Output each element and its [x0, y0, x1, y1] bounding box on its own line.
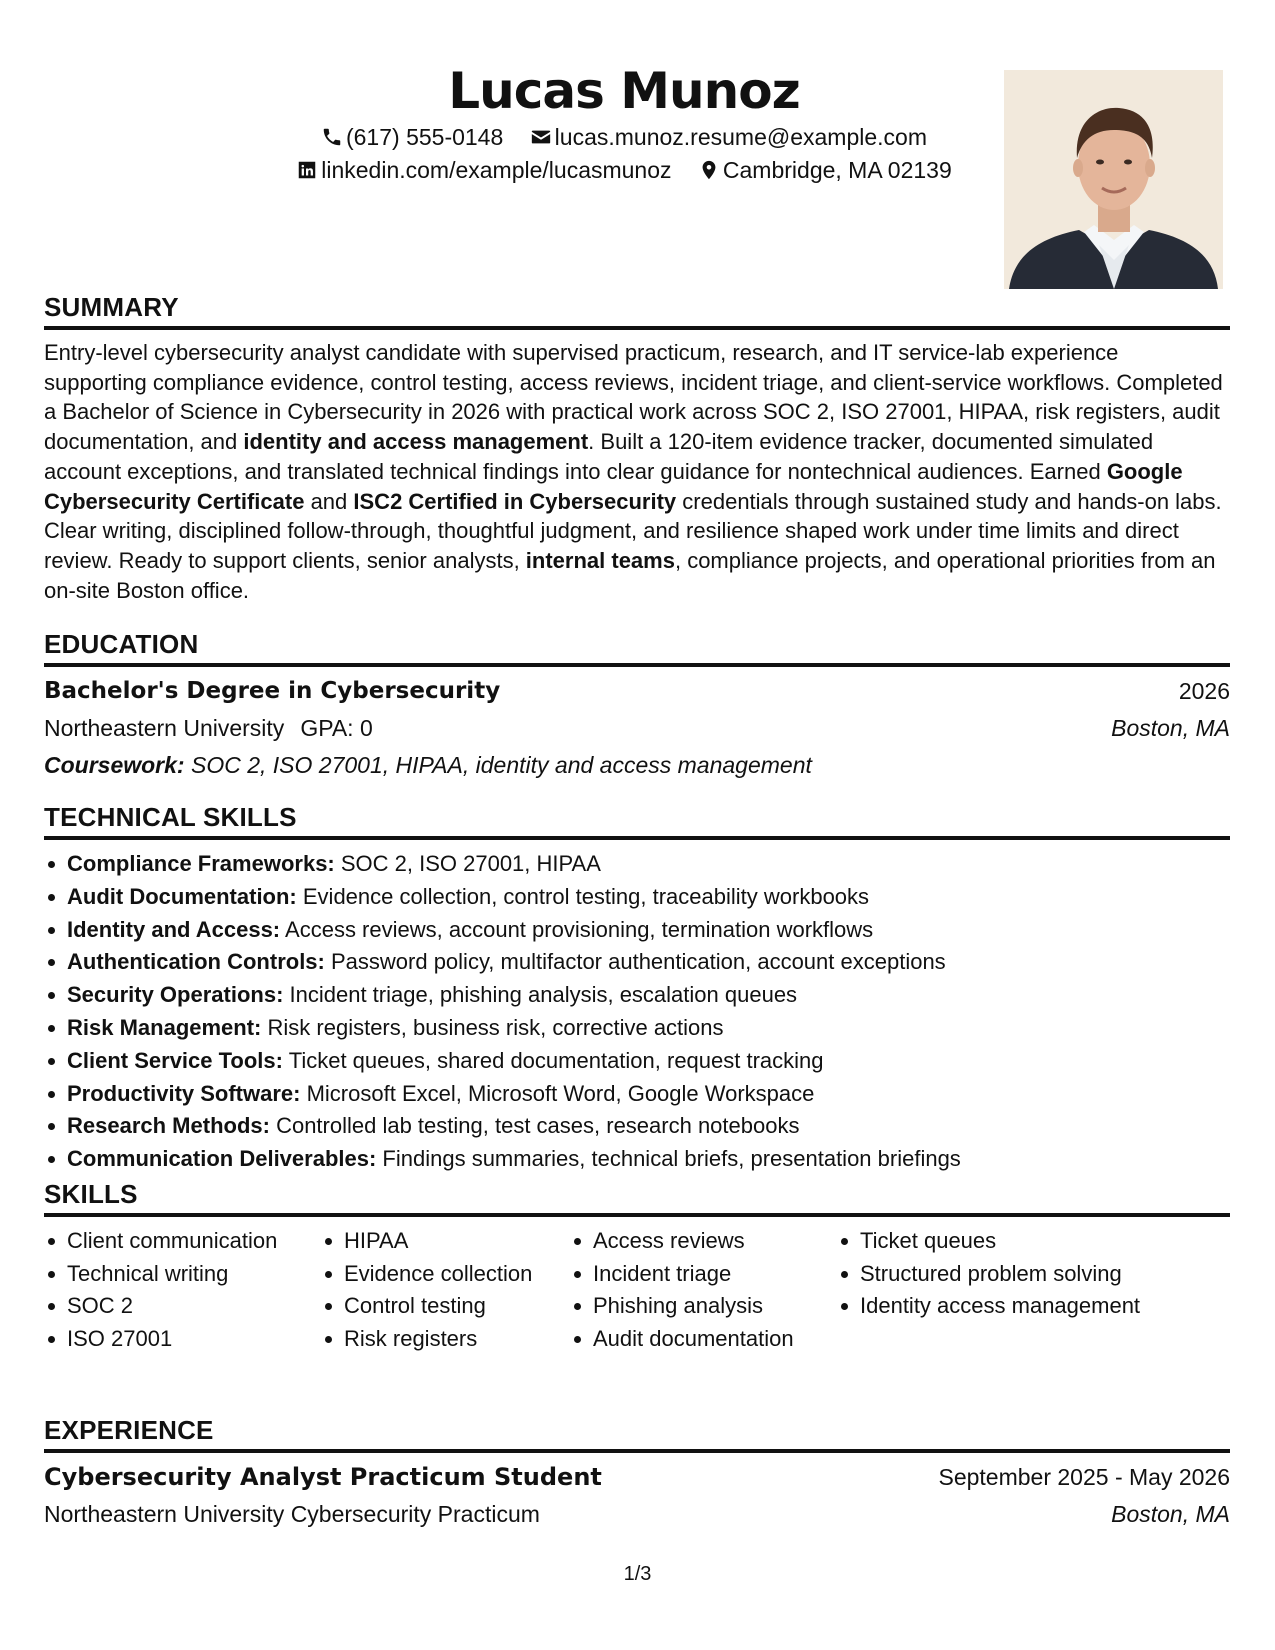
experience-section — [44, 1413, 1230, 1533]
org-row — [44, 1496, 1230, 1533]
skill-item: Client communication — [44, 1225, 277, 1258]
job-location: Boston, MA — [1111, 1501, 1230, 1527]
portrait-illustration — [1004, 70, 1223, 289]
envelope-icon — [530, 126, 552, 148]
skills-column — [837, 1225, 1140, 1323]
summary-heading: SUMMARY — [44, 290, 1230, 330]
school-location: Boston, MA — [1111, 715, 1230, 741]
map-pin-icon — [698, 159, 720, 181]
tech-skill-item: Compliance Frameworks: SOC 2, ISO 27001, HIPAA — [44, 848, 1230, 881]
skill-item: Evidence collection — [321, 1258, 532, 1291]
profile-photo — [1004, 70, 1223, 289]
degree-year: 2026 — [1178, 678, 1230, 704]
tech-skill-item: Identity and Access: Access reviews, account provisioning, termination workflows — [44, 914, 1230, 947]
skill-item: Technical writing — [44, 1258, 277, 1291]
job-organization: Northeastern University Cybersecurity Practicum — [44, 1501, 540, 1527]
job-dates: September 2025 - May 2026 — [938, 1464, 1230, 1490]
skills-heading: SKILLS — [44, 1177, 1230, 1217]
degree-title: Bachelor's Degree in Cybersecurity — [44, 678, 501, 704]
skill-item: Phishing analysis — [570, 1290, 794, 1323]
coursework-list: SOC 2, ISO 27001, HIPAA, identity and access management — [184, 752, 812, 778]
job-row — [44, 1459, 1230, 1496]
tech-skill-item: Research Methods: Controlled lab testing, test cases, research notebooks — [44, 1110, 1230, 1143]
contact-linkedin[interactable] — [296, 155, 671, 185]
tech-skill-item: Risk Management: Risk registers, business risk, corrective actions — [44, 1012, 1230, 1045]
tech-skill-item: Client Service Tools: Ticket queues, shared documentation, request tracking — [44, 1045, 1230, 1078]
coursework-label: Coursework: — [44, 752, 185, 778]
contact-email[interactable] — [530, 122, 927, 152]
coursework — [44, 747, 812, 784]
summary-section — [44, 290, 1230, 605]
tech-skill-item: Communication Deliverables: Findings summaries, technical briefs, presentation briefings — [44, 1143, 1230, 1176]
technical-skills-section — [44, 800, 1230, 1176]
skill-item: Identity access management — [837, 1290, 1140, 1323]
linkedin-icon — [296, 159, 318, 181]
phone-icon — [321, 126, 343, 148]
contact-phone — [321, 122, 503, 152]
location-text: Cambridge, MA 02139 — [722, 157, 952, 183]
coursework-row — [44, 747, 1230, 784]
school-name: Northeastern University — [44, 715, 285, 741]
gpa: GPA: 0 — [300, 715, 373, 741]
tech-skill-item: Audit Documentation: Evidence collection, control testing, traceability workbooks — [44, 881, 1230, 914]
skills-column — [321, 1225, 532, 1355]
skill-item: Ticket queues — [837, 1225, 1140, 1258]
skills-section — [44, 1177, 1230, 1355]
skill-item: Structured problem solving — [837, 1258, 1140, 1291]
skill-item: SOC 2 — [44, 1290, 277, 1323]
education-heading: EDUCATION — [44, 627, 1230, 667]
page-number: 1/3 — [623, 1563, 652, 1585]
skill-item: ISO 27001 — [44, 1323, 277, 1356]
skills-column — [44, 1225, 277, 1355]
phone-text: (617) 555-0148 — [345, 124, 504, 150]
summary-paragraph: Entry-level cybersecurity analyst candidate with supervised practicum, research, and IT service-lab experience supporting compliance evidence, control testing, access reviews, incident triage, and client-service workflows. Completed a Bachelor of Science in Cybersecurity in 2026 with practical work across SOC 2, ISO 27001, HIPAA, risk registers, audit documentation, and identity and access management. Built a 120-item evidence tracker, documented simulated account exceptions, and translated technical findings into clear guidance for nontechnical audiences. Earned Google Cybersecurity Certificate and ISC2 Certified in Cybersecurity credentials through sustained study and hands-on labs. Clear writing, disciplined follow-through, thoughtful judgment, and resilience shaped work under time limits and direct review. Ready to support clients, senior analysts, internal teams, compliance projects, and operational priorities from an on-site Boston office. — [44, 340, 1223, 603]
degree-row — [44, 673, 1230, 710]
technical-skills-list — [44, 848, 1230, 1176]
school-info — [44, 710, 373, 747]
experience-heading: EXPERIENCE — [44, 1413, 1230, 1453]
skill-item: Risk registers — [321, 1323, 532, 1356]
skill-item: Incident triage — [570, 1258, 794, 1291]
linkedin-text[interactable]: linkedin.com/example/lucasmunoz — [321, 157, 672, 183]
tech-skill-item: Security Operations: Incident triage, phishing analysis, escalation queues — [44, 979, 1230, 1012]
technical-skills-heading: TECHNICAL SKILLS — [44, 800, 1230, 840]
skill-item: HIPAA — [321, 1225, 532, 1258]
skill-item: Audit documentation — [570, 1323, 794, 1356]
skills-column — [570, 1225, 794, 1355]
skill-item: Control testing — [321, 1290, 532, 1323]
skills-grid — [44, 1225, 1230, 1355]
candidate-name: Lucas Munoz — [448, 62, 800, 120]
skill-item: Access reviews — [570, 1225, 794, 1258]
tech-skill-item: Productivity Software: Microsoft Excel, Microsoft Word, Google Workspace — [44, 1078, 1230, 1111]
contact-location — [698, 155, 952, 185]
school-row — [44, 710, 1230, 747]
job-title: Cybersecurity Analyst Practicum Student — [44, 1463, 602, 1491]
tech-skill-item: Authentication Controls: Password policy, multifactor authentication, account exceptions — [44, 946, 1230, 979]
email-text[interactable]: lucas.munoz.resume@example.com — [554, 124, 927, 150]
education-section — [44, 627, 1230, 784]
